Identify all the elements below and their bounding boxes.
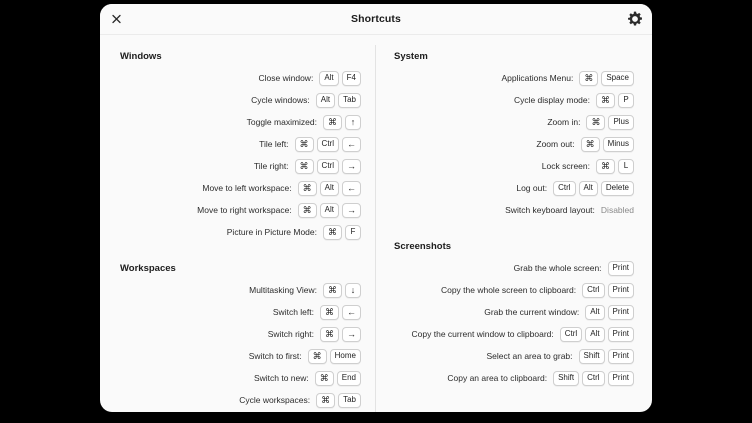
shortcut-keys <box>581 137 634 152</box>
shortcut-row <box>392 201 634 219</box>
key[interactable]: ⌘ <box>320 305 339 320</box>
shortcut-label: Move to left workspace: <box>202 183 292 193</box>
shortcut-label: Zoom out: <box>536 139 575 149</box>
section-title-workspaces: Workspaces <box>120 263 176 274</box>
window-titlebar <box>100 4 652 35</box>
shortcut-row <box>392 157 634 175</box>
shortcut-row <box>118 281 361 299</box>
key[interactable]: Tab <box>338 93 361 108</box>
key[interactable]: ⌘ <box>295 159 314 174</box>
key[interactable]: F4 <box>342 71 361 86</box>
key[interactable]: Alt <box>585 327 604 342</box>
key[interactable]: Alt <box>320 203 339 218</box>
shortcut-label: Toggle maximized: <box>246 117 317 127</box>
right-column <box>376 45 634 412</box>
shortcut-row <box>118 179 361 197</box>
shortcut-keys <box>320 305 361 320</box>
section-title-screenshots: Screenshots <box>394 241 452 252</box>
key[interactable]: ↓ <box>345 283 361 298</box>
key[interactable]: Alt <box>320 181 339 196</box>
shortcut-keys <box>319 71 361 86</box>
shortcut-label: Cycle display mode: <box>513 95 590 105</box>
shortcut-label: Switch to new: <box>253 373 309 383</box>
shortcut-row <box>118 391 361 409</box>
shortcut-label: Tile right: <box>253 161 289 171</box>
shortcut-label: Copy an area to clipboard: <box>447 373 548 383</box>
shortcut-row <box>118 91 361 109</box>
key[interactable]: Delete <box>601 181 634 196</box>
shortcut-label: Move to right workspace: <box>197 205 292 215</box>
key[interactable]: ⌘ <box>323 283 342 298</box>
shortcut-row <box>392 69 634 87</box>
key[interactable]: Space <box>601 71 634 86</box>
key[interactable]: Print <box>608 305 634 320</box>
shortcut-row <box>118 325 361 343</box>
shortcut-keys <box>601 205 634 215</box>
key[interactable]: ⌘ <box>316 393 335 408</box>
key[interactable]: Print <box>608 371 634 386</box>
shortcut-keys <box>553 371 634 386</box>
key[interactable]: Tab <box>338 393 361 408</box>
key[interactable]: ⌘ <box>579 71 598 86</box>
key[interactable]: ⌘ <box>308 349 327 364</box>
key[interactable]: ⌘ <box>596 93 615 108</box>
key[interactable]: Ctrl <box>560 327 582 342</box>
key[interactable]: Home <box>330 349 361 364</box>
shortcut-keys <box>315 371 361 386</box>
shortcut-keys <box>298 181 361 196</box>
key[interactable]: → <box>342 159 361 174</box>
key[interactable]: ⌘ <box>323 225 342 240</box>
key[interactable]: Print <box>608 349 634 364</box>
shortcut-label: Select an area to grab: <box>486 351 573 361</box>
section-title-windows: Windows <box>120 51 162 62</box>
page-title: Shortcuts <box>351 13 401 25</box>
shortcut-label: Copy the current window to clipboard: <box>411 329 554 339</box>
shortcut-keys <box>579 71 634 86</box>
key[interactable]: F <box>345 225 361 240</box>
key[interactable]: ⌘ <box>298 203 317 218</box>
key[interactable]: Alt <box>319 71 338 86</box>
shortcut-row <box>392 135 634 153</box>
key[interactable]: Ctrl <box>582 283 604 298</box>
key[interactable]: L <box>618 159 634 174</box>
shortcut-row <box>118 113 361 131</box>
shortcut-row <box>392 325 634 343</box>
shortcut-row <box>392 281 634 299</box>
shortcut-keys <box>596 93 634 108</box>
key[interactable]: Shift <box>553 371 579 386</box>
key[interactable]: ↑ <box>345 115 361 130</box>
key[interactable]: Print <box>608 261 634 276</box>
shortcut-row <box>392 369 634 387</box>
shortcut-keys <box>582 283 634 298</box>
key[interactable]: Print <box>608 327 634 342</box>
key[interactable]: Plus <box>608 115 634 130</box>
shortcut-keys <box>579 349 634 364</box>
shortcut-keys <box>316 93 361 108</box>
key[interactable]: ⌘ <box>586 115 605 130</box>
shortcut-keys <box>323 225 361 240</box>
left-column <box>118 45 376 412</box>
shortcut-keys <box>608 261 634 276</box>
shortcut-label: Applications Menu: <box>501 73 574 83</box>
key[interactable]: ⌘ <box>295 137 314 152</box>
shortcut-label: Zoom in: <box>547 117 581 127</box>
shortcut-keys <box>585 305 634 320</box>
key[interactable]: ⌘ <box>298 181 317 196</box>
key[interactable]: P <box>618 93 634 108</box>
shortcut-keys <box>308 349 361 364</box>
shortcuts-content <box>100 35 652 412</box>
section-title-system: System <box>394 51 428 62</box>
shortcut-row <box>392 259 634 277</box>
shortcut-keys <box>586 115 634 130</box>
key[interactable]: ⌘ <box>320 327 339 342</box>
shortcut-row <box>118 369 361 387</box>
key[interactable]: Shift <box>579 349 605 364</box>
key[interactable]: Ctrl <box>553 181 575 196</box>
key[interactable]: Alt <box>579 181 598 196</box>
gear-icon[interactable] <box>626 10 644 28</box>
key[interactable]: Ctrl <box>317 159 339 174</box>
shortcut-label: Picture in Picture Mode: <box>226 227 317 237</box>
shortcut-row <box>118 157 361 175</box>
close-icon[interactable] <box>108 11 125 28</box>
key[interactable]: ← <box>342 181 361 196</box>
key[interactable]: → <box>342 203 361 218</box>
shortcut-row <box>118 69 361 87</box>
key[interactable]: Ctrl <box>582 371 604 386</box>
shortcut-row <box>392 91 634 109</box>
shortcut-row <box>392 113 634 131</box>
shortcut-label: Close window: <box>258 73 314 83</box>
shortcut-row <box>392 347 634 365</box>
key[interactable]: Ctrl <box>317 137 339 152</box>
shortcut-label: Log out: <box>516 183 548 193</box>
shortcut-keys <box>323 115 361 130</box>
key[interactable]: ← <box>342 137 361 152</box>
key[interactable]: → <box>342 327 361 342</box>
key[interactable]: Minus <box>603 137 634 152</box>
key[interactable]: Print <box>608 283 634 298</box>
key[interactable]: ⌘ <box>581 137 600 152</box>
shortcut-row <box>392 303 634 321</box>
shortcut-row <box>118 303 361 321</box>
shortcut-keys <box>553 181 634 196</box>
shortcut-row <box>118 135 361 153</box>
shortcut-row <box>118 347 361 365</box>
shortcut-keys <box>320 327 361 342</box>
shortcut-keys <box>323 283 361 298</box>
shortcut-label: Switch left: <box>272 307 314 317</box>
shortcut-keys <box>298 203 361 218</box>
shortcut-label: Copy the whole screen to clipboard: <box>440 285 577 295</box>
shortcut-label: Tile left: <box>259 139 289 149</box>
shortcut-keys <box>560 327 634 342</box>
key[interactable]: ⌘ <box>315 371 334 386</box>
shortcut-label: Cycle windows: <box>251 95 310 105</box>
shortcut-label: Lock screen: <box>541 161 590 171</box>
keyboard-layout-status[interactable]: Disabled <box>600 205 634 215</box>
shortcut-label: Multitasking View: <box>249 285 317 295</box>
shortcut-row <box>118 201 361 219</box>
shortcut-label: Grab the whole screen: <box>513 263 602 273</box>
key[interactable]: Alt <box>585 305 604 320</box>
shortcut-label: Cycle workspaces: <box>239 395 311 405</box>
key[interactable]: ⌘ <box>323 115 342 130</box>
shortcut-label: Grab the current window: <box>484 307 580 317</box>
key[interactable]: Alt <box>316 93 335 108</box>
shortcut-keys <box>596 159 634 174</box>
key[interactable]: ← <box>342 305 361 320</box>
shortcut-row <box>392 179 634 197</box>
key[interactable]: ⌘ <box>596 159 615 174</box>
shortcuts-window <box>100 4 652 412</box>
shortcut-keys <box>316 393 361 408</box>
shortcut-keys <box>295 137 361 152</box>
shortcut-label: Switch to first: <box>248 351 302 361</box>
shortcut-row <box>118 223 361 241</box>
shortcut-label: Switch right: <box>267 329 314 339</box>
key[interactable]: End <box>337 371 361 386</box>
shortcut-keys <box>295 159 361 174</box>
shortcut-label: Switch keyboard layout: <box>505 205 595 215</box>
